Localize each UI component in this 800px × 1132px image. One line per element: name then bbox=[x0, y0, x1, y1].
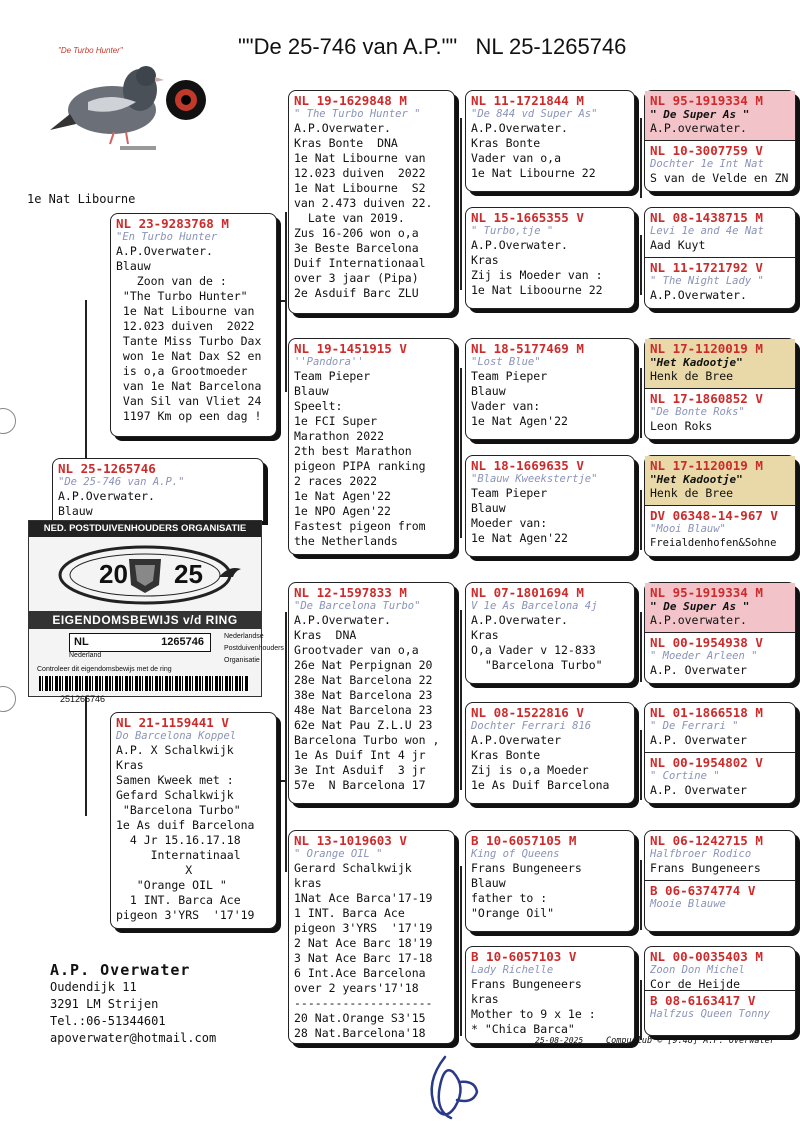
card-line: A.P. X Schalkwijk bbox=[116, 743, 234, 757]
pigeon-name: " The Turbo Hunter " bbox=[294, 108, 421, 120]
ring-footer: Controleer dit eigendomsbewijs met de ring bbox=[37, 666, 172, 673]
card-line: 38e Nat Barcelona 23 bbox=[294, 688, 433, 702]
card-line: Mother to 9 x 1e : bbox=[471, 1007, 596, 1021]
card-line: over 3 jaar (Pipa) bbox=[294, 271, 419, 285]
logo bbox=[40, 44, 215, 156]
card-line: Henk de Bree bbox=[650, 369, 734, 383]
barcode-number: 251265746 bbox=[60, 694, 106, 704]
card-line: Grootvader van o,a bbox=[294, 643, 419, 657]
card-line: the Netherlands bbox=[294, 534, 398, 548]
card-line: Marathon 2022 bbox=[294, 429, 385, 443]
pedigree-card-gen4 bbox=[645, 831, 795, 881]
card-line: 57e N Barcelona 17 bbox=[294, 778, 426, 792]
card-line: Samen Kweek met : bbox=[116, 773, 234, 787]
card-line: * "Chica Barca" bbox=[471, 1022, 575, 1036]
pedigree-card-gen4-pair bbox=[644, 702, 796, 804]
card-line: "The Turbo Hunter" bbox=[116, 289, 248, 303]
card-line: A.P.Overwater. bbox=[471, 613, 568, 627]
card-line: A.P.overwater. bbox=[650, 121, 747, 135]
pigeon-name: Do Barcelona Koppel bbox=[116, 730, 237, 742]
pigeon-name: "En Turbo Hunter bbox=[116, 231, 218, 243]
ring-side-1: Nederlandse bbox=[224, 633, 264, 640]
pigeon-name: "De 844 vd Super As" bbox=[471, 108, 598, 120]
card-line: Team Pieper bbox=[471, 369, 548, 383]
card-line: won 1e Nat Dax S2 en bbox=[116, 349, 262, 363]
pigeon-name: " De Super As " bbox=[650, 108, 750, 121]
card-line: 62e Nat Pau Z.L.U 23 bbox=[294, 718, 433, 732]
card-line: A.P.Overwater bbox=[471, 733, 562, 747]
pigeon-name: Mooie Blauwe bbox=[650, 898, 726, 910]
ring-country-name: Nederland bbox=[69, 652, 102, 659]
pedigree-card-gen4-pair bbox=[644, 946, 796, 1036]
connector bbox=[460, 610, 462, 790]
card-line: A.P. Overwater bbox=[650, 783, 747, 797]
pedigree-card-sire bbox=[110, 213, 277, 437]
pedigree-card-dam bbox=[110, 712, 277, 929]
card-line: Tante Miss Turbo Dax bbox=[116, 334, 262, 348]
card-line: Barcelona Turbo won , bbox=[294, 733, 440, 747]
pigeon-name: "Het Kadootje" bbox=[650, 356, 743, 369]
pedigree-card-gen4 bbox=[645, 947, 795, 991]
card-line: Kras bbox=[471, 628, 499, 642]
print-date: 25-08-2025 bbox=[535, 1036, 584, 1045]
card-line: 1e As duif Barcelona bbox=[116, 818, 255, 832]
ring-number: NL 00-0035403 M bbox=[650, 949, 763, 964]
card-line: 1Nat Ace Barca'17-19 bbox=[294, 891, 433, 905]
owner-street: Oudendijk 11 bbox=[50, 980, 137, 994]
ring-year-right: 25 bbox=[174, 559, 203, 589]
connector bbox=[460, 368, 462, 538]
connector bbox=[285, 212, 287, 392]
ring-emblem-icon bbox=[29, 537, 261, 611]
ring-number: NL 17-1860852 V bbox=[650, 391, 763, 406]
connector bbox=[640, 490, 642, 550]
pedigree-card-gen4 bbox=[645, 703, 795, 753]
ring-org: NED. POSTDUIVENHOUDERS ORGANISATIE bbox=[29, 521, 261, 537]
ring-number: NL 18-5177469 M bbox=[471, 341, 584, 356]
ring-number: 1265746 bbox=[161, 636, 204, 648]
card-line: Zij is o,a Moeder bbox=[471, 763, 589, 777]
card-line: over 2 years'17'18 bbox=[294, 981, 419, 995]
ring-number: NL 00-1954802 V bbox=[650, 755, 763, 770]
card-line: Duif Internationaal bbox=[294, 256, 426, 270]
ring-number: NL 11-1721844 M bbox=[471, 93, 584, 108]
title-name: ""De 25-746 van A.P."" bbox=[238, 34, 458, 59]
ring-number: NL 00-1954938 V bbox=[650, 635, 763, 650]
pigeon-name: Dochter Ferrari 816 bbox=[471, 720, 592, 732]
pigeon-name: Levi 1e and 4e Nat bbox=[650, 225, 764, 237]
card-line: kras bbox=[294, 876, 322, 890]
pigeon-name: "Lost Blue" bbox=[471, 356, 541, 368]
ring-number: NL 10-3007759 V bbox=[650, 143, 763, 158]
pigeon-name: Lady Richelle bbox=[471, 964, 554, 976]
card-line: "Orange OIL " bbox=[116, 878, 227, 892]
card-line: Kras bbox=[471, 253, 499, 267]
ring-side-3: Organisatie bbox=[224, 657, 260, 664]
owner-name: A.P. Overwater bbox=[50, 961, 191, 979]
pedigree-card-gen3 bbox=[465, 338, 635, 440]
card-line: 1 INT. Barca Ace bbox=[294, 906, 405, 920]
card-line: 12.023 duiven 2022 bbox=[294, 166, 426, 180]
pigeon-name: V 1e As Barcelona 4j bbox=[471, 600, 598, 612]
punch-hole bbox=[0, 686, 16, 712]
owner-tel: Tel.:06-51344601 bbox=[50, 1014, 166, 1028]
card-line: A.P.Overwater. bbox=[294, 613, 391, 627]
card-line: 3 Nat Ace Barc 17-18 bbox=[294, 951, 433, 965]
card-line: Kras Bonte bbox=[471, 136, 541, 150]
card-line: Blauw bbox=[471, 501, 506, 515]
card-line: 28e Nat Barcelona 22 bbox=[294, 673, 433, 687]
card-line: 1e Nat Agen'22 bbox=[471, 414, 568, 428]
pigeon-name: "Blauw Kweekstertje" bbox=[471, 473, 598, 485]
ring-number: NL 11-1721792 V bbox=[650, 260, 763, 275]
owner-email: apoverwater@hotmail.com bbox=[50, 1031, 217, 1045]
ring-ownership-card bbox=[28, 520, 284, 697]
ring-number: DV 06348-14-967 V bbox=[650, 508, 778, 523]
pigeon-name: Zoon Don Michel bbox=[650, 964, 745, 976]
pedigree-card-gen4 bbox=[645, 141, 795, 191]
pigeon-name: "Mooi Blauw" bbox=[650, 523, 726, 535]
ring-number: B 10-6057105 M bbox=[471, 833, 577, 848]
ring-side-2: Postduivenhouders bbox=[224, 645, 284, 652]
ring-year-left: 20 bbox=[99, 559, 128, 589]
pigeon-name: "De Barcelona Turbo" bbox=[294, 600, 421, 612]
card-line: pigeon 3'YRS '17'19 bbox=[294, 921, 433, 935]
pedigree-card-gen4 bbox=[645, 208, 795, 258]
card-line: A.P.Overwater. bbox=[471, 121, 568, 135]
pedigree-card-gen3 bbox=[465, 946, 635, 1044]
card-line: Speelt: bbox=[294, 399, 343, 413]
card-line: 1e NPO Agen'22 bbox=[294, 504, 391, 518]
ring-number: B 10-6057103 V bbox=[471, 949, 577, 964]
ring-country: NL bbox=[74, 636, 89, 648]
pedigree-card-gen4 bbox=[645, 339, 795, 389]
pigeon-logo-icon bbox=[40, 44, 215, 156]
pigeon-name: Halfbroer Rodico bbox=[650, 848, 752, 860]
pedigree-card-gen4-pair bbox=[644, 90, 796, 192]
pigeon-name: Dochter 1e Int Nat bbox=[650, 158, 764, 170]
connector bbox=[640, 368, 642, 438]
pedigree-card-subject bbox=[52, 458, 264, 521]
pedigree-card-gen4 bbox=[645, 881, 795, 931]
card-line: 1e Nat Liboourne 22 bbox=[471, 283, 603, 297]
pedigree-card-gen3 bbox=[465, 830, 635, 932]
pigeon-name: King of Queens bbox=[471, 848, 560, 860]
ring-number: NL 06-1242715 M bbox=[650, 833, 763, 848]
pedigree-card-gen4-pair bbox=[644, 455, 796, 557]
card-line: "Orange Oil" bbox=[471, 906, 555, 920]
pedigree-card-gen3 bbox=[465, 582, 635, 684]
card-line: "Barcelona Turbo" bbox=[116, 803, 241, 817]
ring-number: NL 15-1665355 V bbox=[471, 210, 584, 225]
card-line: Team Pieper bbox=[471, 486, 548, 500]
pedigree-card-gen4-pair bbox=[644, 338, 796, 440]
card-line: 1e Nat Libourne van bbox=[116, 304, 255, 318]
pedigree-card-gen2 bbox=[288, 582, 455, 804]
card-line: 1e Nat Libourne van bbox=[294, 151, 426, 165]
card-line: A.P. Overwater bbox=[650, 663, 747, 677]
pigeon-name: ''Pandora'' bbox=[294, 356, 364, 368]
card-line: 1e As Duif Barcelona bbox=[471, 778, 610, 792]
pedigree-card-gen4 bbox=[645, 633, 795, 683]
ring-number: NL 95-1919334 M bbox=[650, 585, 763, 600]
pedigree-card-gen3 bbox=[465, 207, 635, 309]
card-line: 2 races 2022 bbox=[294, 474, 378, 488]
pedigree-card-gen4 bbox=[645, 389, 795, 439]
card-line: Kras Bonte DNA bbox=[294, 136, 398, 150]
card-line: 1e Nat Agen'22 bbox=[471, 531, 568, 545]
card-line: van 1e Nat Barcelona bbox=[116, 379, 262, 393]
card-line: A.P. Overwater bbox=[650, 733, 747, 747]
card-line: O,a Vader v 12-833 bbox=[471, 643, 596, 657]
card-line: is o,a Grootmoeder bbox=[116, 364, 248, 378]
connector bbox=[85, 300, 87, 460]
connector bbox=[640, 235, 642, 295]
pedigree-card-gen4-pair bbox=[644, 207, 796, 309]
connector bbox=[460, 118, 462, 290]
card-line: 12.023 duiven 2022 bbox=[116, 319, 255, 333]
pigeon-name: "De Bonte Roks" bbox=[650, 406, 745, 418]
ring-number-box bbox=[69, 633, 211, 652]
card-line: 2 Nat Ace Barc 18'19 bbox=[294, 936, 433, 950]
card-line: Frans Bungeneers bbox=[650, 861, 761, 875]
pedigree-card-gen4 bbox=[645, 583, 795, 633]
card-line: A.P.overwater. bbox=[650, 613, 747, 627]
card-line: Fastest pigeon from bbox=[294, 519, 426, 533]
card-line: 3e Beste Barcelona bbox=[294, 241, 419, 255]
card-line: 2e Asduif Barc ZLU bbox=[294, 286, 419, 300]
pedigree-card-gen4 bbox=[645, 456, 795, 506]
card-line: Aad Kuyt bbox=[650, 238, 706, 252]
side-note: 1e Nat Libourne bbox=[27, 192, 136, 206]
ring-number: NL 95-1919334 M bbox=[650, 93, 763, 108]
card-line: Freialdenhofen&Sohne bbox=[650, 537, 777, 549]
card-line: Kras DNA bbox=[294, 628, 357, 642]
software-credit: Compuclub © [9.48] A.P. Overwater bbox=[606, 1036, 775, 1046]
connector bbox=[640, 980, 642, 1040]
card-line: father to : bbox=[471, 891, 548, 905]
card-line: pigeon PIPA ranking bbox=[294, 459, 426, 473]
ring-number: B 06-6374774 V bbox=[650, 883, 756, 898]
ring-number: NL 01-1866518 M bbox=[650, 705, 763, 720]
pigeon-name: "De 25-746 van A.P." bbox=[58, 476, 185, 488]
card-line: A.P.Overwater. bbox=[58, 489, 155, 503]
card-line: Blauw bbox=[116, 259, 151, 273]
pigeon-name: " Turbo,tje " bbox=[471, 225, 554, 237]
card-line: Gerard Schalkwijk bbox=[294, 861, 412, 875]
card-line: Henk de Bree bbox=[650, 486, 734, 500]
card-line: kras bbox=[471, 992, 499, 1006]
card-line: Blauw bbox=[471, 384, 506, 398]
card-line: 1e Nat Agen'22 bbox=[294, 489, 391, 503]
owner-block bbox=[50, 962, 216, 1047]
card-line: Kras Bonte bbox=[471, 748, 541, 762]
ring-number: NL 23-9283768 M bbox=[116, 216, 229, 231]
ring-number: B 08-6163417 V bbox=[650, 993, 756, 1008]
card-line: pigeon 3'YRS '17'19 bbox=[116, 908, 255, 922]
card-line: A.P.Overwater. bbox=[294, 121, 391, 135]
pedigree-card-gen3 bbox=[465, 455, 635, 557]
card-line: A.P.Overwater. bbox=[650, 288, 747, 302]
connector bbox=[85, 686, 87, 816]
ring-number: NL 19-1629848 M bbox=[294, 93, 407, 108]
card-line: 26e Nat Perpignan 20 bbox=[294, 658, 433, 672]
card-line: A.P.Overwater. bbox=[116, 244, 213, 258]
pigeon-name: " De Ferrari " bbox=[650, 720, 739, 732]
ring-number: NL 07-1801694 M bbox=[471, 585, 584, 600]
card-line: Leon Roks bbox=[650, 419, 713, 433]
signature bbox=[415, 1052, 485, 1124]
pedigree-card-gen4-pair bbox=[644, 830, 796, 932]
card-line: -------------------- bbox=[294, 996, 433, 1010]
pedigree-card-gen2 bbox=[288, 338, 455, 555]
ring-number: NL 21-1159441 V bbox=[116, 715, 229, 730]
card-line: Team Pieper bbox=[294, 369, 371, 383]
card-line: Vader van: bbox=[471, 399, 541, 413]
pedigree-card-gen2 bbox=[288, 90, 455, 314]
ring-number: NL 08-1438715 M bbox=[650, 210, 763, 225]
card-line: 1e Nat Libourne 22 bbox=[471, 166, 596, 180]
card-line: 6 Int.Ace Barcelona bbox=[294, 966, 426, 980]
ring-number: NL 25-1265746 bbox=[58, 461, 156, 476]
card-line: Zij is Moeder van : bbox=[471, 268, 603, 282]
pigeon-name: "Het Kadootje" bbox=[650, 473, 743, 486]
card-line: Late van 2019. bbox=[294, 211, 405, 225]
pedigree-card-gen3 bbox=[465, 702, 635, 804]
card-line: X bbox=[116, 863, 193, 877]
pedigree-card-gen4 bbox=[645, 91, 795, 141]
card-line: Internatinaal bbox=[116, 848, 241, 862]
ring-number: NL 13-1019603 V bbox=[294, 833, 407, 848]
connector bbox=[640, 730, 642, 800]
card-line: 2th best Marathon bbox=[294, 444, 412, 458]
connector bbox=[460, 866, 462, 1036]
pedigree-card-gen4-pair bbox=[644, 582, 796, 684]
pedigree-card-gen4 bbox=[645, 753, 795, 803]
card-line: 3e Int Asduif 3 jr bbox=[294, 763, 426, 777]
connector bbox=[285, 612, 287, 872]
connector bbox=[640, 860, 642, 930]
card-line: Zoon van de : bbox=[116, 274, 227, 288]
title-ring: NL 25-1265746 bbox=[475, 34, 627, 59]
connector bbox=[640, 118, 642, 198]
card-line: 1e As Duif Int 4 jr bbox=[294, 748, 426, 762]
card-line: 48e Nat Barcelona 23 bbox=[294, 703, 433, 717]
punch-hole bbox=[0, 408, 16, 434]
pedigree-card-gen4 bbox=[645, 991, 795, 1035]
pigeon-name: " Moeder Arleen " bbox=[650, 650, 758, 662]
pigeon-name: " Orange OIL " bbox=[294, 848, 383, 860]
card-line: Gefard Schalkwijk bbox=[116, 788, 234, 802]
card-line: Blauw bbox=[471, 876, 506, 890]
card-line: Frans Bungeneers bbox=[471, 977, 582, 991]
ring-number: NL 17-1120019 M bbox=[650, 458, 763, 473]
ring-number: NL 08-1522816 V bbox=[471, 705, 584, 720]
card-line: 20 Nat.Orange S3'15 bbox=[294, 1011, 426, 1025]
pedigree-card-gen4 bbox=[645, 258, 795, 308]
card-line: Moeder van: bbox=[471, 516, 548, 530]
ring-title: EIGENDOMSBEWIJS v/d RING bbox=[29, 611, 261, 629]
pedigree-card-gen4 bbox=[645, 506, 795, 556]
card-line: Blauw bbox=[294, 384, 329, 398]
logo-caption: "De Turbo Hunter" bbox=[58, 46, 123, 55]
card-line: Van Sil van Vliet 24 bbox=[116, 394, 262, 408]
card-line: 1 INT. Barca Ace bbox=[116, 893, 241, 907]
pedigree-card-gen2 bbox=[288, 830, 455, 1044]
pigeon-name: " De Super As " bbox=[650, 600, 750, 613]
card-line: van 2.473 duiven 22. bbox=[294, 196, 433, 210]
card-line: "Barcelona Turbo" bbox=[471, 658, 603, 672]
ring-number: NL 17-1120019 M bbox=[650, 341, 763, 356]
pigeon-name: " Cortine " bbox=[650, 770, 720, 782]
card-line: Blauw bbox=[58, 504, 93, 518]
card-line: Cor de Heijde bbox=[650, 977, 741, 991]
card-line: A.P.Overwater. bbox=[471, 238, 568, 252]
card-line: Frans Bungeneers bbox=[471, 861, 582, 875]
card-line: 1e Nat Libourne S2 bbox=[294, 181, 426, 195]
card-line: 1197 Km op een dag ! bbox=[116, 409, 262, 423]
ring-number: NL 18-1669635 V bbox=[471, 458, 584, 473]
pigeon-name: " The Night Lady " bbox=[650, 275, 764, 287]
card-line: 4 Jr 15.16.17.18 bbox=[116, 833, 241, 847]
owner-city: 3291 LM Strijen bbox=[50, 997, 159, 1011]
pigeon-name: Halfzus Queen Tonny bbox=[650, 1008, 771, 1020]
card-line: Kras bbox=[116, 758, 144, 772]
ring-number: NL 12-1597833 M bbox=[294, 585, 407, 600]
pedigree-card-gen3 bbox=[465, 90, 635, 192]
card-line: 1e FCI Super bbox=[294, 414, 378, 428]
card-line: S van de Velde en ZN bbox=[650, 171, 789, 185]
page-title bbox=[238, 34, 626, 60]
card-line: 28 Nat.Barcelona'18 bbox=[294, 1026, 426, 1040]
connector bbox=[640, 612, 642, 682]
barcode bbox=[39, 676, 249, 691]
card-line: Zus 16-206 won o,a bbox=[294, 226, 419, 240]
card-line: Vader van o,a bbox=[471, 151, 562, 165]
ring-number: NL 19-1451915 V bbox=[294, 341, 407, 356]
